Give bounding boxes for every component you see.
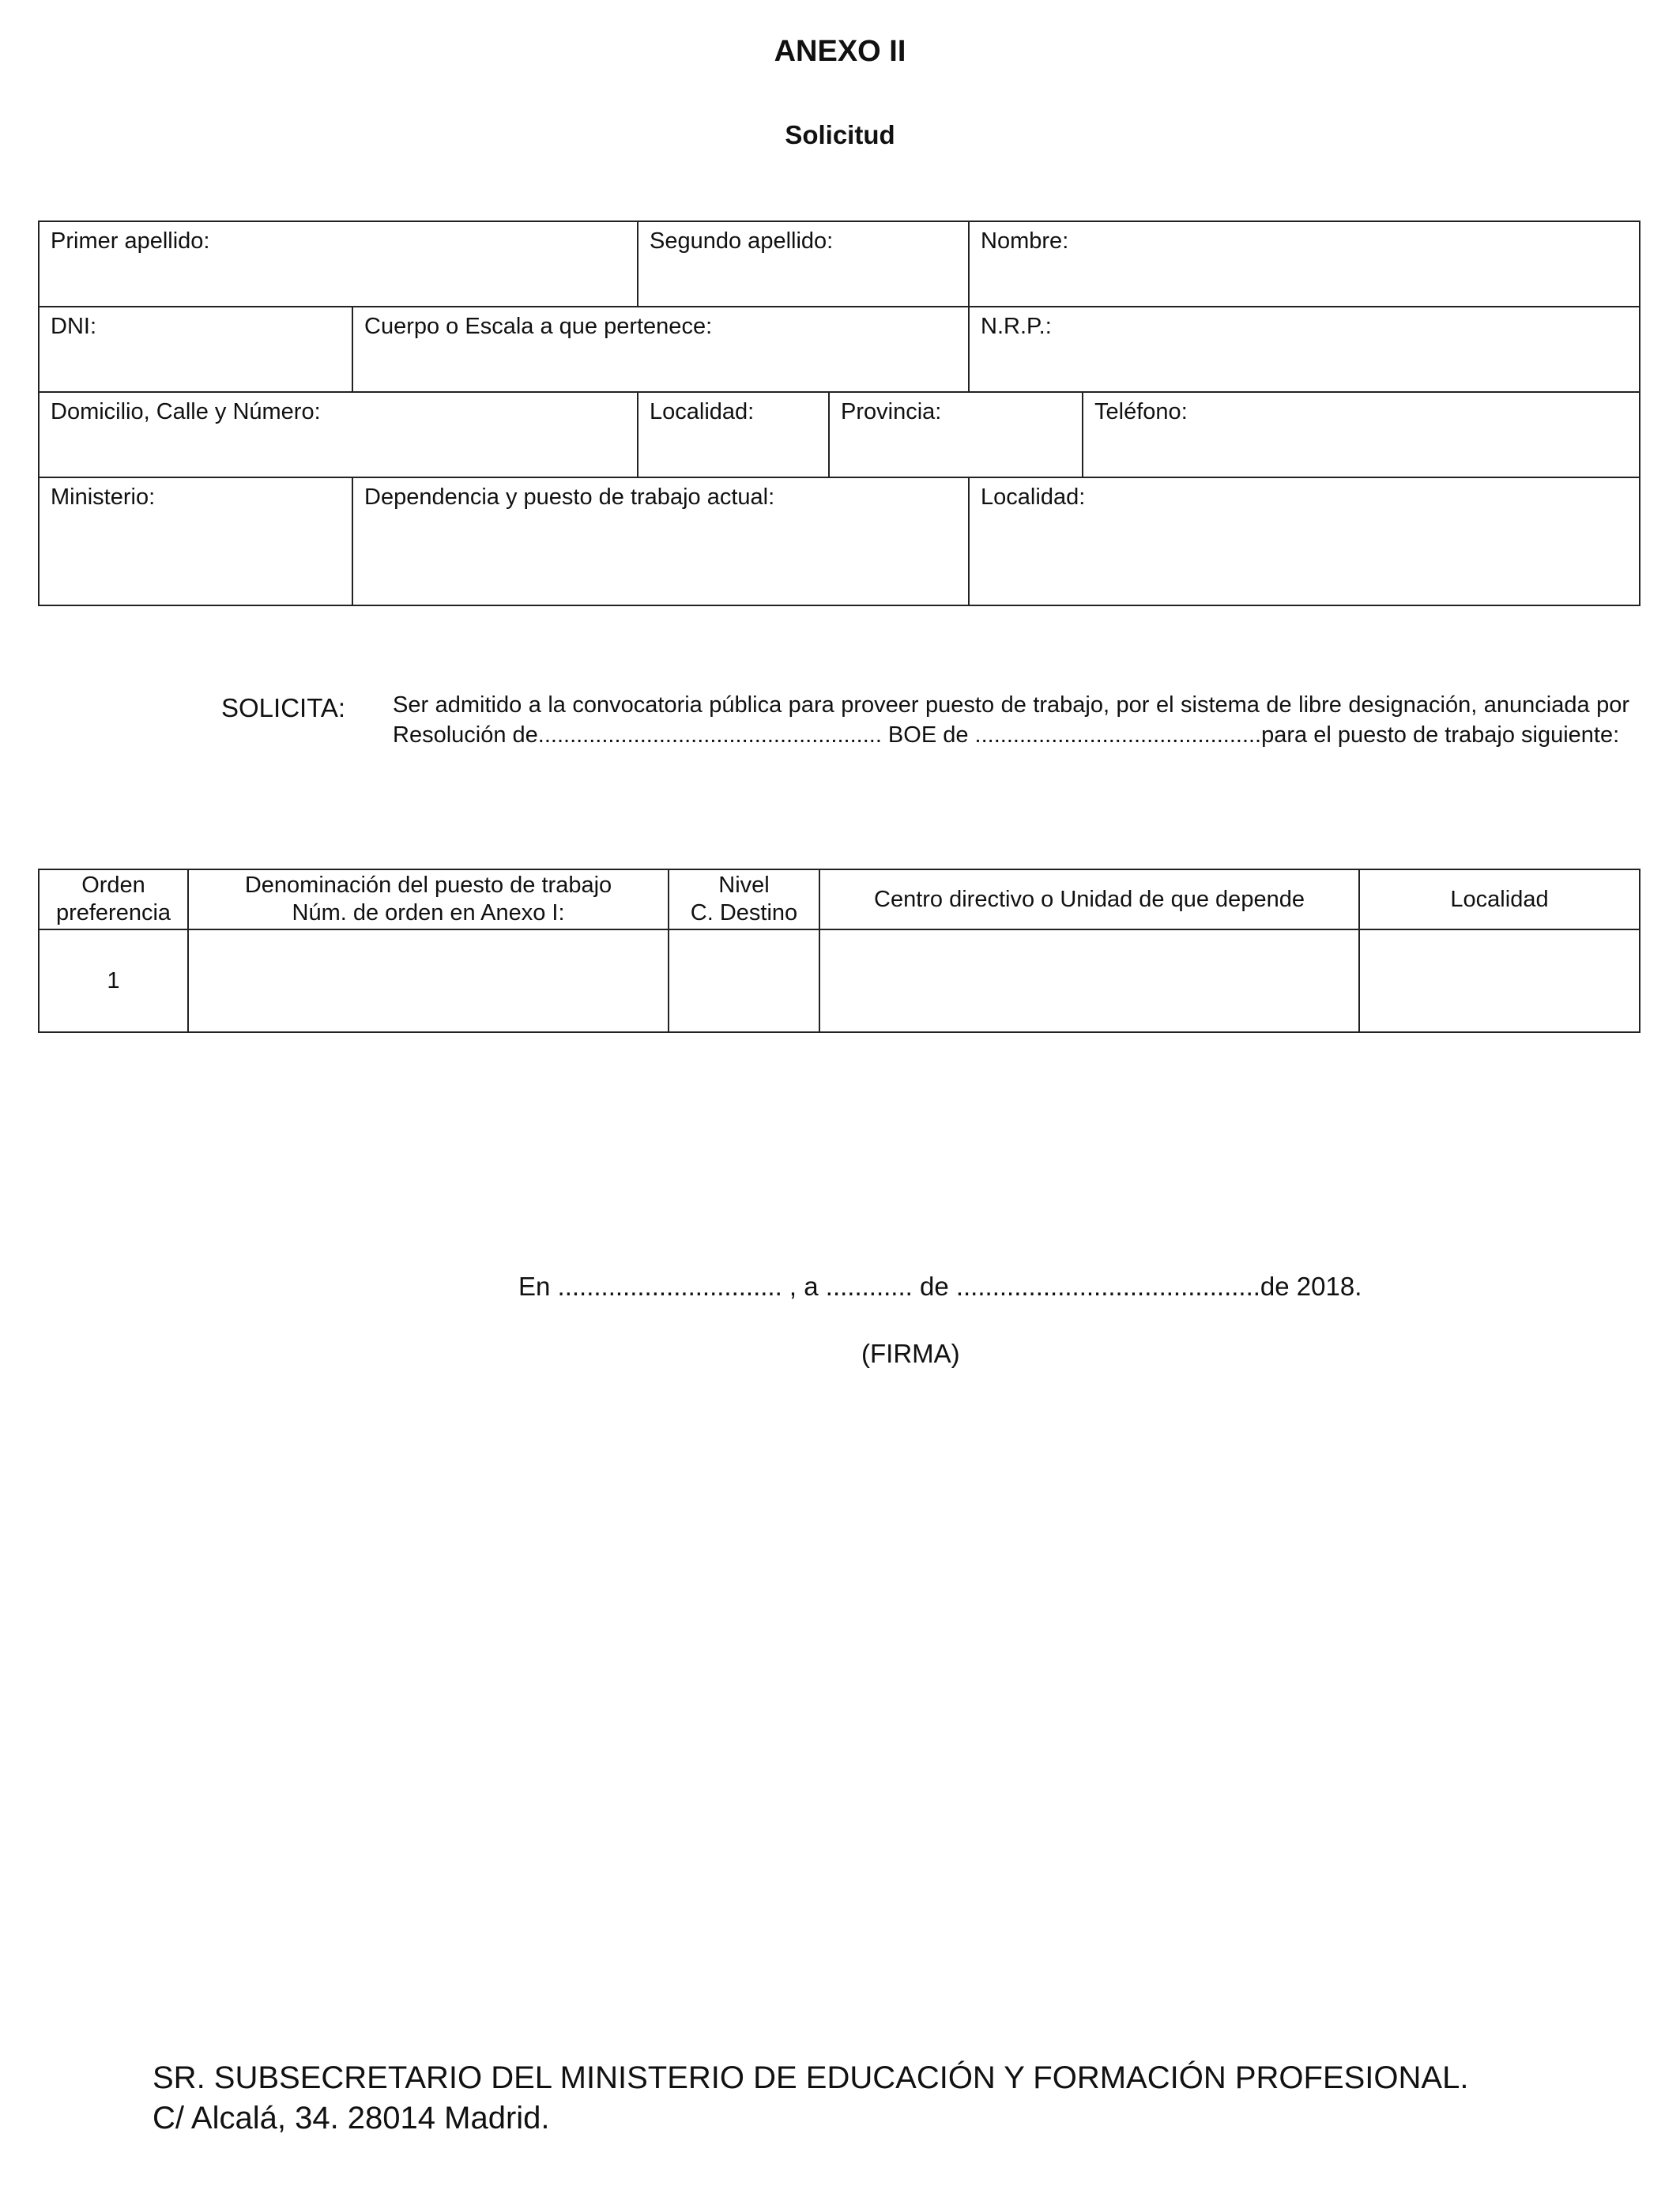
label-provincia: Provincia: xyxy=(841,399,942,424)
date-line: En ............................... , a ............ de ..........................................de 2018. xyxy=(518,1272,1362,1301)
field-ministerio[interactable] xyxy=(39,477,352,605)
solicita-text: Ser admitido a la convocatoria pública para proveer puesto de trabajo, por el sistema de libre designación, anunciada por Resolución de...................................................... BOE de .............................................para el puesto de trabajo siguiente: xyxy=(393,692,1629,748)
positions-table xyxy=(38,869,1640,1033)
field-primer-apellido[interactable] xyxy=(39,221,638,307)
label-dependencia: Dependencia y puesto de trabajo actual: xyxy=(364,484,775,510)
label-dni: DNI: xyxy=(51,314,96,339)
field-provincia[interactable] xyxy=(829,392,1083,477)
cell-orden: 1 xyxy=(39,929,188,1032)
label-segundo-apellido: Segundo apellido: xyxy=(650,228,834,254)
header-denominacion-line2: Núm. de orden en Anexo I: xyxy=(292,900,565,925)
label-primer-apellido: Primer apellido: xyxy=(51,228,210,254)
solicita-label: SOLICITA: xyxy=(221,693,346,722)
addressee-line1: SR. SUBSECRETARIO DEL MINISTERIO DE EDUCACIÓN Y FORMACIÓN PROFESIONAL. xyxy=(153,2060,1469,2095)
field-domicilio[interactable] xyxy=(39,392,638,477)
header-denominacion-line1: Denominación del puesto de trabajo xyxy=(244,873,612,898)
field-cuerpo[interactable] xyxy=(352,307,969,392)
header-orden-line2: preferencia xyxy=(55,900,171,925)
header-denominacion xyxy=(188,869,669,929)
header-orden xyxy=(39,869,188,929)
label-domicilio: Domicilio, Calle y Número: xyxy=(51,399,321,424)
addressee-line2: C/ Alcalá, 34. 28014 Madrid. xyxy=(153,2101,550,2136)
header-nivel xyxy=(669,869,819,929)
label-localidad-actual: Localidad: xyxy=(981,484,1086,510)
field-dni[interactable] xyxy=(39,307,352,392)
label-nrp: N.R.P.: xyxy=(981,314,1052,339)
header-centro: Centro directivo o Unidad de que depende xyxy=(819,869,1359,929)
form-subtitle: Solicitud xyxy=(785,120,895,149)
label-localidad: Localidad: xyxy=(650,399,755,424)
field-nombre[interactable] xyxy=(969,221,1640,307)
field-dependencia[interactable] xyxy=(352,477,969,605)
field-nrp[interactable] xyxy=(969,307,1640,392)
label-nombre: Nombre: xyxy=(981,228,1069,254)
cell-centro[interactable] xyxy=(819,929,1359,1032)
header-orden-line1: Orden xyxy=(81,873,145,898)
personal-data-table xyxy=(38,221,1640,606)
label-cuerpo: Cuerpo o Escala a que pertenece: xyxy=(364,314,713,339)
cell-localidad[interactable] xyxy=(1359,929,1640,1032)
header-nivel-line1: Nivel xyxy=(718,873,770,898)
field-telefono[interactable] xyxy=(1083,392,1640,477)
label-telefono: Teléfono: xyxy=(1094,399,1188,424)
signature-label: (FIRMA) xyxy=(861,1339,960,1368)
annex-title: ANEXO II xyxy=(774,35,906,68)
field-localidad[interactable] xyxy=(638,392,829,477)
table-row xyxy=(39,929,1640,1032)
header-localidad: Localidad xyxy=(1359,869,1640,929)
field-segundo-apellido[interactable] xyxy=(638,221,969,307)
cell-denominacion[interactable] xyxy=(188,929,669,1032)
label-ministerio: Ministerio: xyxy=(51,484,156,510)
header-nivel-line2: C. Destino xyxy=(690,900,798,925)
cell-nivel[interactable] xyxy=(669,929,819,1032)
field-localidad-actual[interactable] xyxy=(969,477,1640,605)
